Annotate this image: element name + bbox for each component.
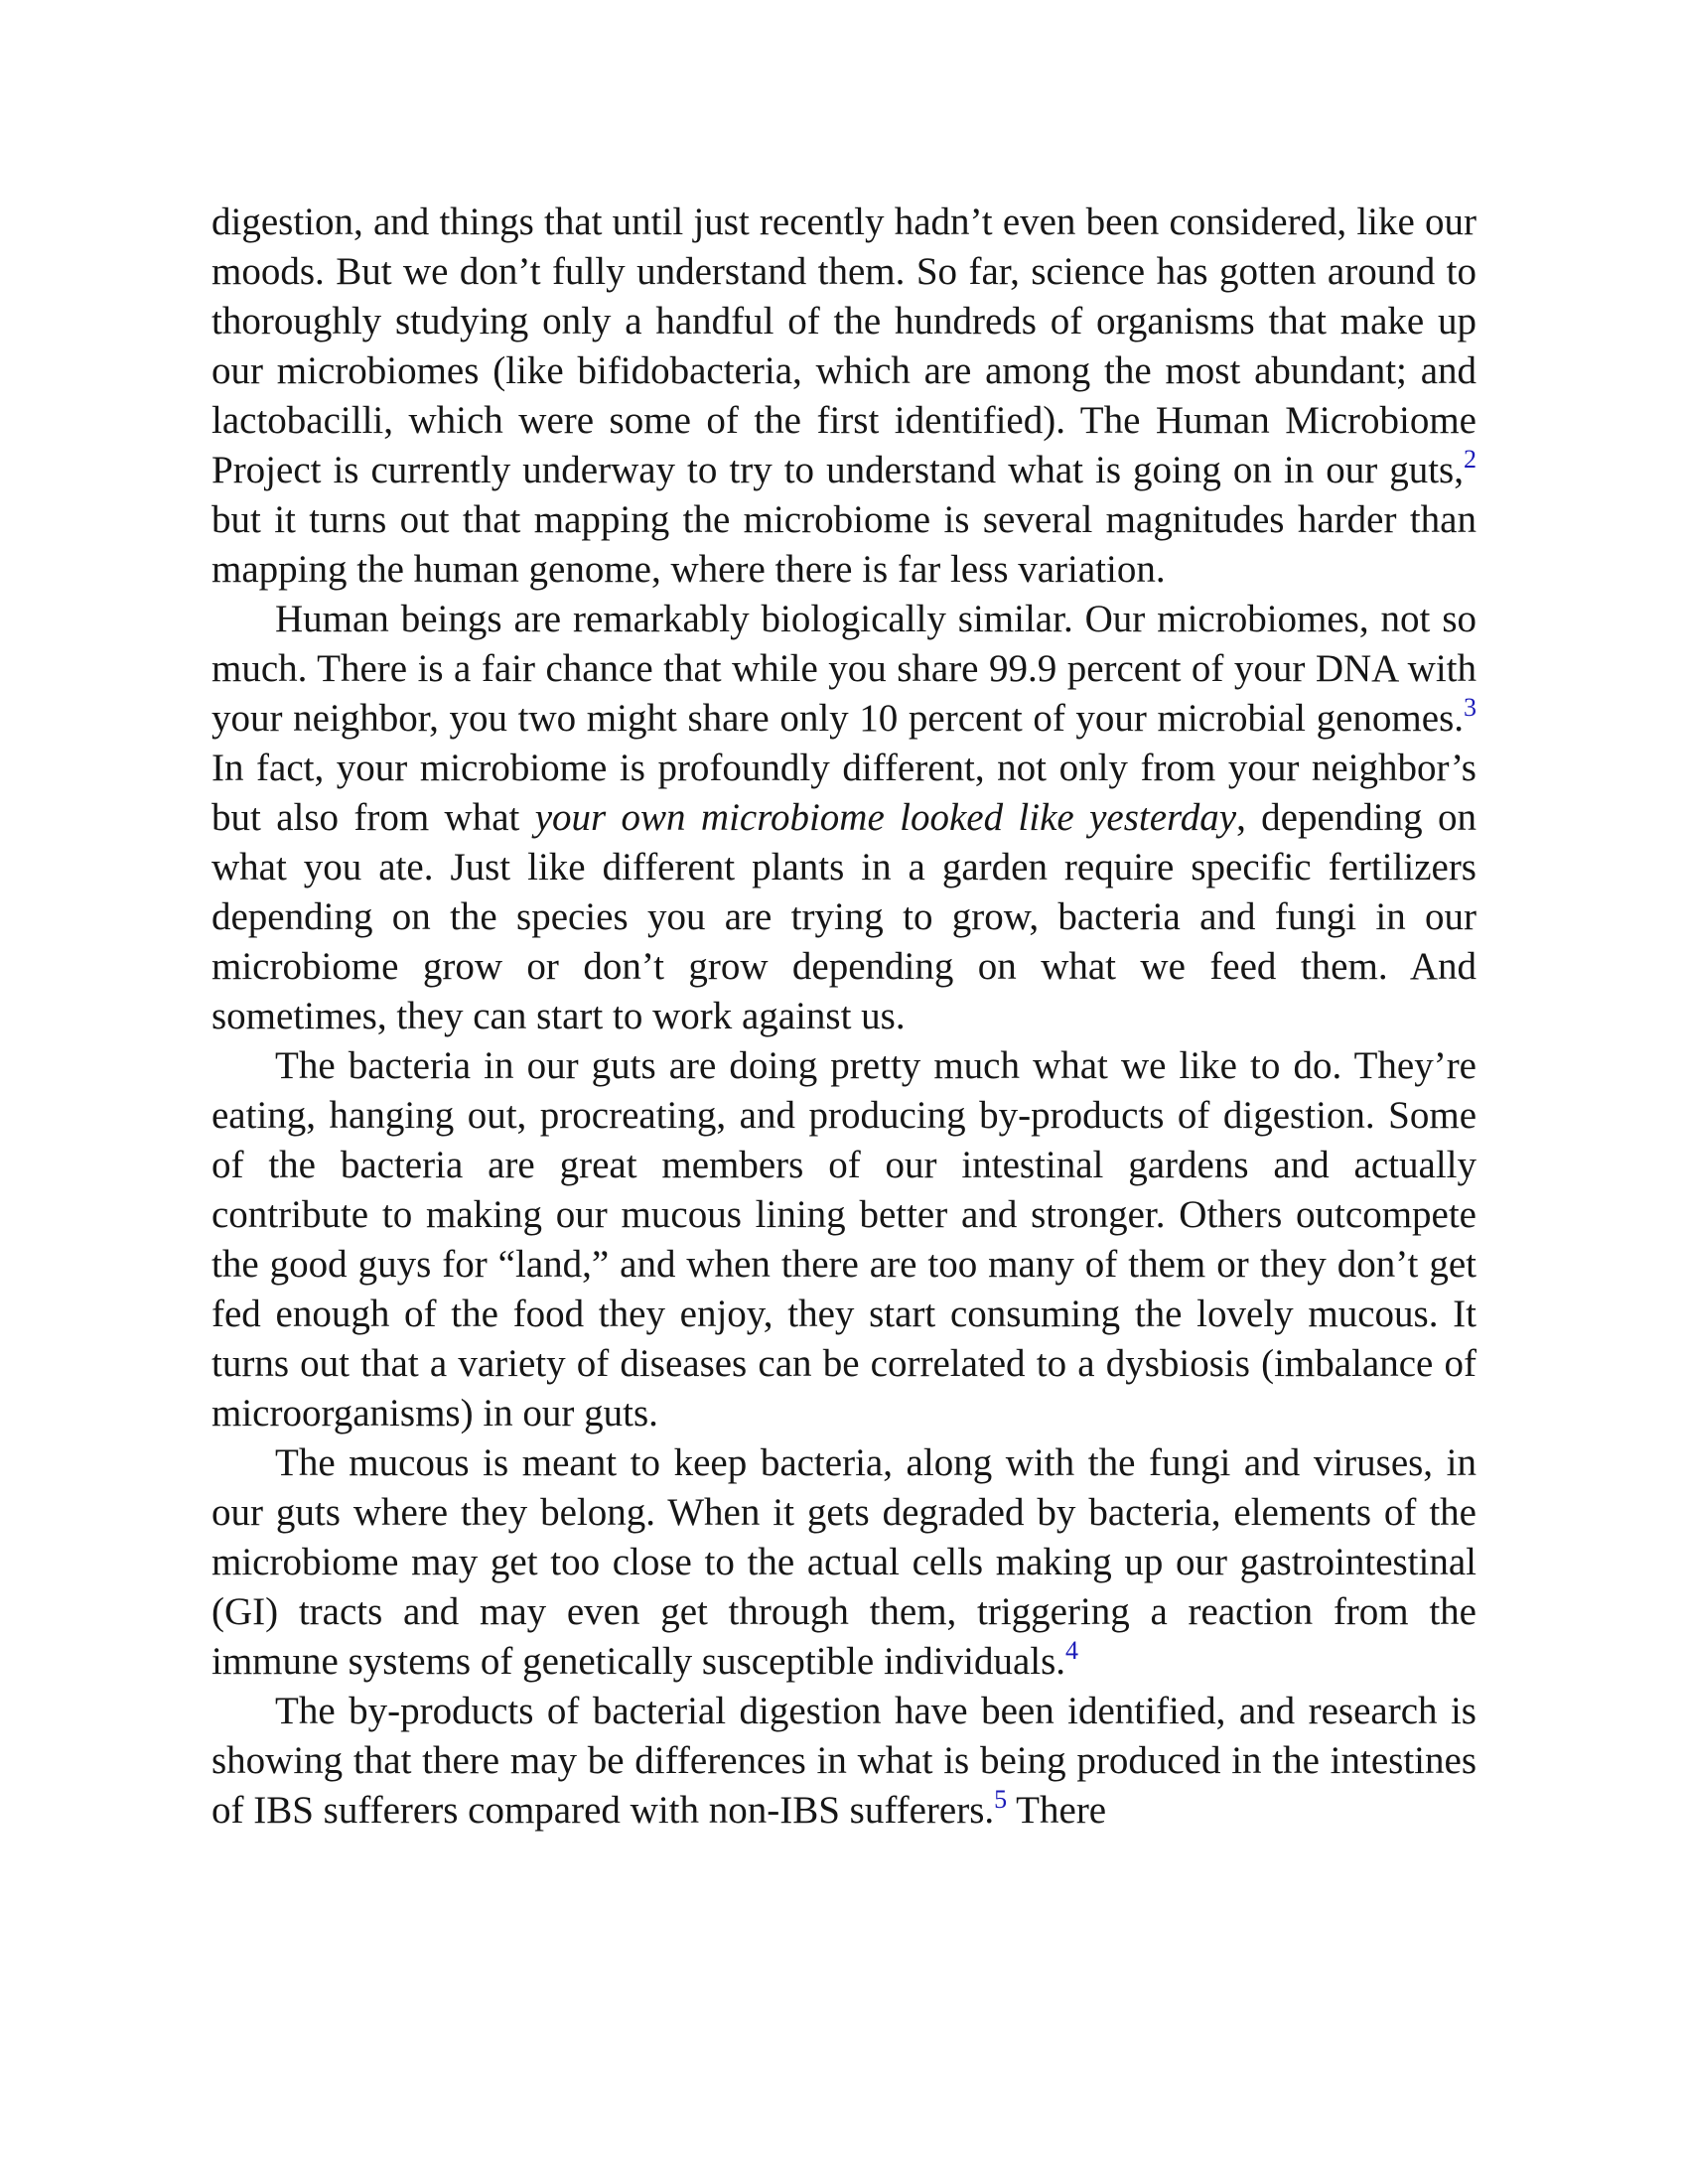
- paragraph: [211, 198, 1477, 595]
- text-run: digestion, and things that until just recently hadn’t even been considered, like our moods. But we don’t fully understand them. So far, science has gotten around to thoroughly studying only a handful of the hundreds of organisms that make up our microbiomes (like bifidobacteria, which are among the most abundant; and lactobacilli, which were some of the first identified). The Human Microbiome Project is currently underway to try to understand what is going on in our guts,: [211, 201, 1477, 491]
- text-run: The by-products of bacterial digestion have been identified, and research is showing that there may be differences in what is being produced in the intestines of IBS sufferers compared with non-IBS sufferers.: [211, 1690, 1477, 1832]
- footnote-ref-3[interactable]: 3: [1464, 693, 1477, 722]
- body-text: [211, 198, 1477, 1836]
- text-run: In fact, your microbiome is profoundly different, not only from your neighbor’s but also from what: [211, 747, 1477, 839]
- footnote-ref-4[interactable]: 4: [1065, 1636, 1079, 1665]
- text-run: Human beings are remarkably biologically similar. Our microbiomes, not so much. There is a fair chance that while you share 99.9 percent of your DNA with your neighbor, you two might share only 10 percent of your microbial genomes.: [211, 598, 1477, 740]
- paragraph: [211, 1687, 1477, 1836]
- italic-text-run: your own microbiome looked like yesterday: [534, 796, 1237, 839]
- paragraph: [211, 595, 1477, 1041]
- text-run: There: [1007, 1789, 1107, 1832]
- text-run: The bacteria in our guts are doing pretty much what we like to do. They’re eating, hanging out, procreating, and producing by-products of digestion. Some of the bacteria are great members of our intestinal gardens and actually contribute to making our mucous lining better and stronger. Others outcompete the good guys for “land,” and when there are too many of them or they don’t get fed enough of the food they enjoy, they start consuming the lovely mucous. It turns out that a variety of diseases can be correlated to a dysbiosis (imbalance of microorganisms) in our guts.: [211, 1044, 1477, 1434]
- paragraph: [211, 1041, 1477, 1438]
- text-run: The mucous is meant to keep bacteria, along with the fungi and viruses, in our guts where they belong. When it gets degraded by bacteria, elements of the microbiome may get too close to the actual cells making up our gastrointestinal (GI) tracts and may even get through them, triggering a reaction from the immune systems of genetically susceptible individuals.: [211, 1441, 1477, 1683]
- paragraph: [211, 1438, 1477, 1687]
- text-run: , depending on what you ate. Just like different plants in a garden require specific fertilizers depending on the species you are trying to grow, bacteria and fungi in our microbiome grow or don’t grow depending on what we feed them. And sometimes, they can start to work against us.: [211, 796, 1477, 1037]
- footnote-ref-2[interactable]: 2: [1464, 445, 1477, 474]
- footnote-ref-5[interactable]: 5: [994, 1785, 1008, 1814]
- text-run: but it turns out that mapping the microbiome is several magnitudes harder than mapping the human genome, where there is far less variation.: [211, 498, 1477, 591]
